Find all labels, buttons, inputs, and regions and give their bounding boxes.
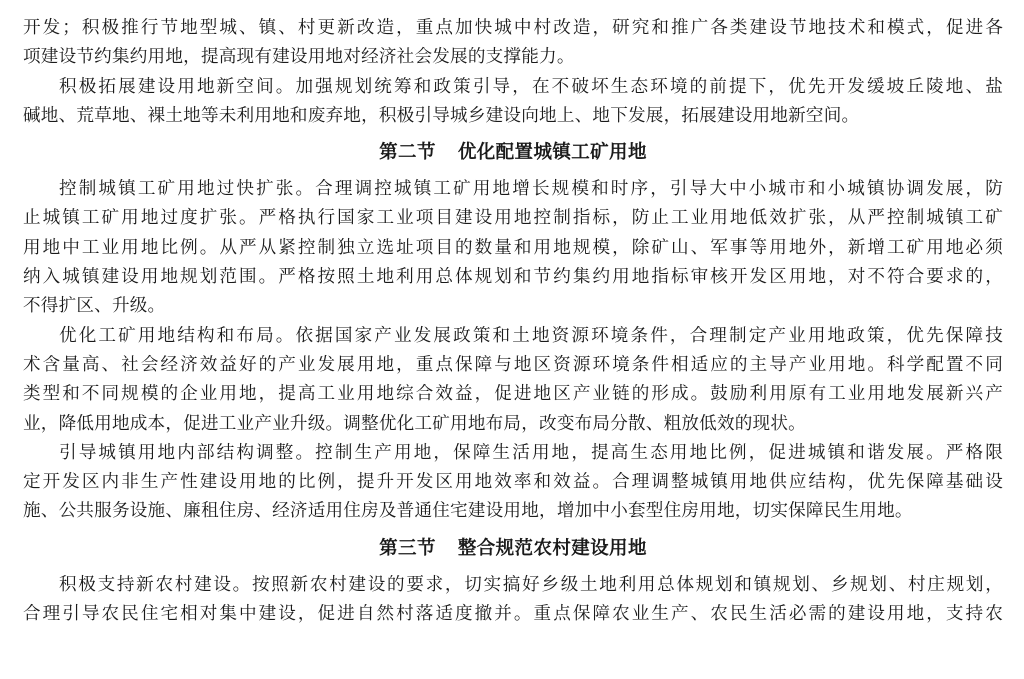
section-number: 第三节 — [379, 537, 436, 559]
text-line: 开发；积极推行节地型城、镇、村更新改造，重点加快城中村改造，研究和推广各类建设节地技术和模式，促进各 — [23, 18, 1003, 38]
text-line: 积极支持新农村建设。按照新农村建设的要求，切实搞好乡级土地利用总体规划和镇规划、乡规划、村庄规划， — [59, 574, 1003, 595]
section-title: 优化配置城镇工矿用地 — [457, 142, 647, 164]
text-line: 不得扩区、升级。 — [23, 296, 166, 317]
text-line: 用地中工业用地比例。从严从紧控制独立选址项目的数量和用地规模，除矿山、军事等用地外，新增工矿用地必须 — [23, 237, 1003, 258]
text-line: 合理引导农民住宅相对集中建设，促进自然村落适度撤并。重点保障农业生产、农民生活必需的建设用地，支持农 — [23, 604, 1003, 625]
paragraph-new-land-space — [23, 73, 1003, 132]
text-line: 纳入城镇建设用地规划范围。严格按照土地利用总体规划和节约集约用地指标审核开发区用地，对不符合要求的， — [23, 267, 1003, 288]
paragraph-intensive-land-use — [23, 14, 1003, 73]
text-line: 碱地、荒草地、裸土地等未利用地和废弃地，积极引导城乡建设向地上、地下发展，拓展建设用地新空间。 — [23, 105, 860, 126]
section-title: 整合规范农村建设用地 — [457, 537, 647, 559]
section-heading-2 — [23, 131, 1003, 175]
text-line: 施、公共服务设施、廉租住房、经济适用住房及普通住宅建设用地，增加中小套型住房用地，切实保障民生用地。 — [23, 501, 913, 522]
section-heading-3 — [23, 527, 1003, 571]
text-line: 优化工矿用地结构和布局。依据国家产业发展政策和土地资源环境条件，合理制定产业用地政策，优先保障技 — [59, 325, 1003, 346]
text-line: 引导城镇用地内部结构调整。控制生产用地，保障生活用地，提高生态用地比例，促进城镇和谐发展。严格限 — [59, 442, 1003, 463]
text-line: 定开发区内非生产性建设用地的比例，提升开发区用地效率和效益。合理调整城镇用地供应结构，优先保障基础设 — [23, 472, 1003, 493]
section-number: 第二节 — [379, 142, 436, 164]
text-line: 类型和不同规模的企业用地，提高工业用地综合效益，促进地区产业链的形成。鼓励利用原有工业用地发展新兴产 — [23, 384, 1003, 405]
paragraph-control-expansion — [23, 175, 1003, 321]
text-line: 术含量高、社会经济效益好的产业发展用地，重点保障与地区资源环境条件相适应的主导产业用地。科学配置不同 — [23, 354, 1003, 375]
paragraph-new-countryside — [23, 571, 1003, 630]
text-line: 项建设节约集约用地，提高现有建设用地对经济社会发展的支撑能力。 — [23, 47, 575, 68]
text-line: 业，降低用地成本，促进工业产业升级。调整优化工矿用地布局，改变布局分散、粗放低效的现状。 — [23, 413, 806, 434]
text-line: 止城镇工矿用地过度扩张。严格执行国家工业项目建设用地控制指标，防止工业用地低效扩张，从严控制城镇工矿 — [23, 208, 1003, 229]
paragraph-internal-structure — [23, 439, 1003, 527]
paragraph-optimize-structure — [23, 322, 1003, 439]
document-page — [23, 14, 1003, 629]
text-line: 积极拓展建设用地新空间。加强规划统筹和政策引导，在不破坏生态环境的前提下，优先开发缓坡丘陵地、盐 — [59, 76, 1003, 97]
text-line: 控制城镇工矿用地过快扩张。合理调控城镇工矿用地增长规模和时序，引导大中小城市和小城镇协调发展，防 — [59, 179, 1003, 200]
